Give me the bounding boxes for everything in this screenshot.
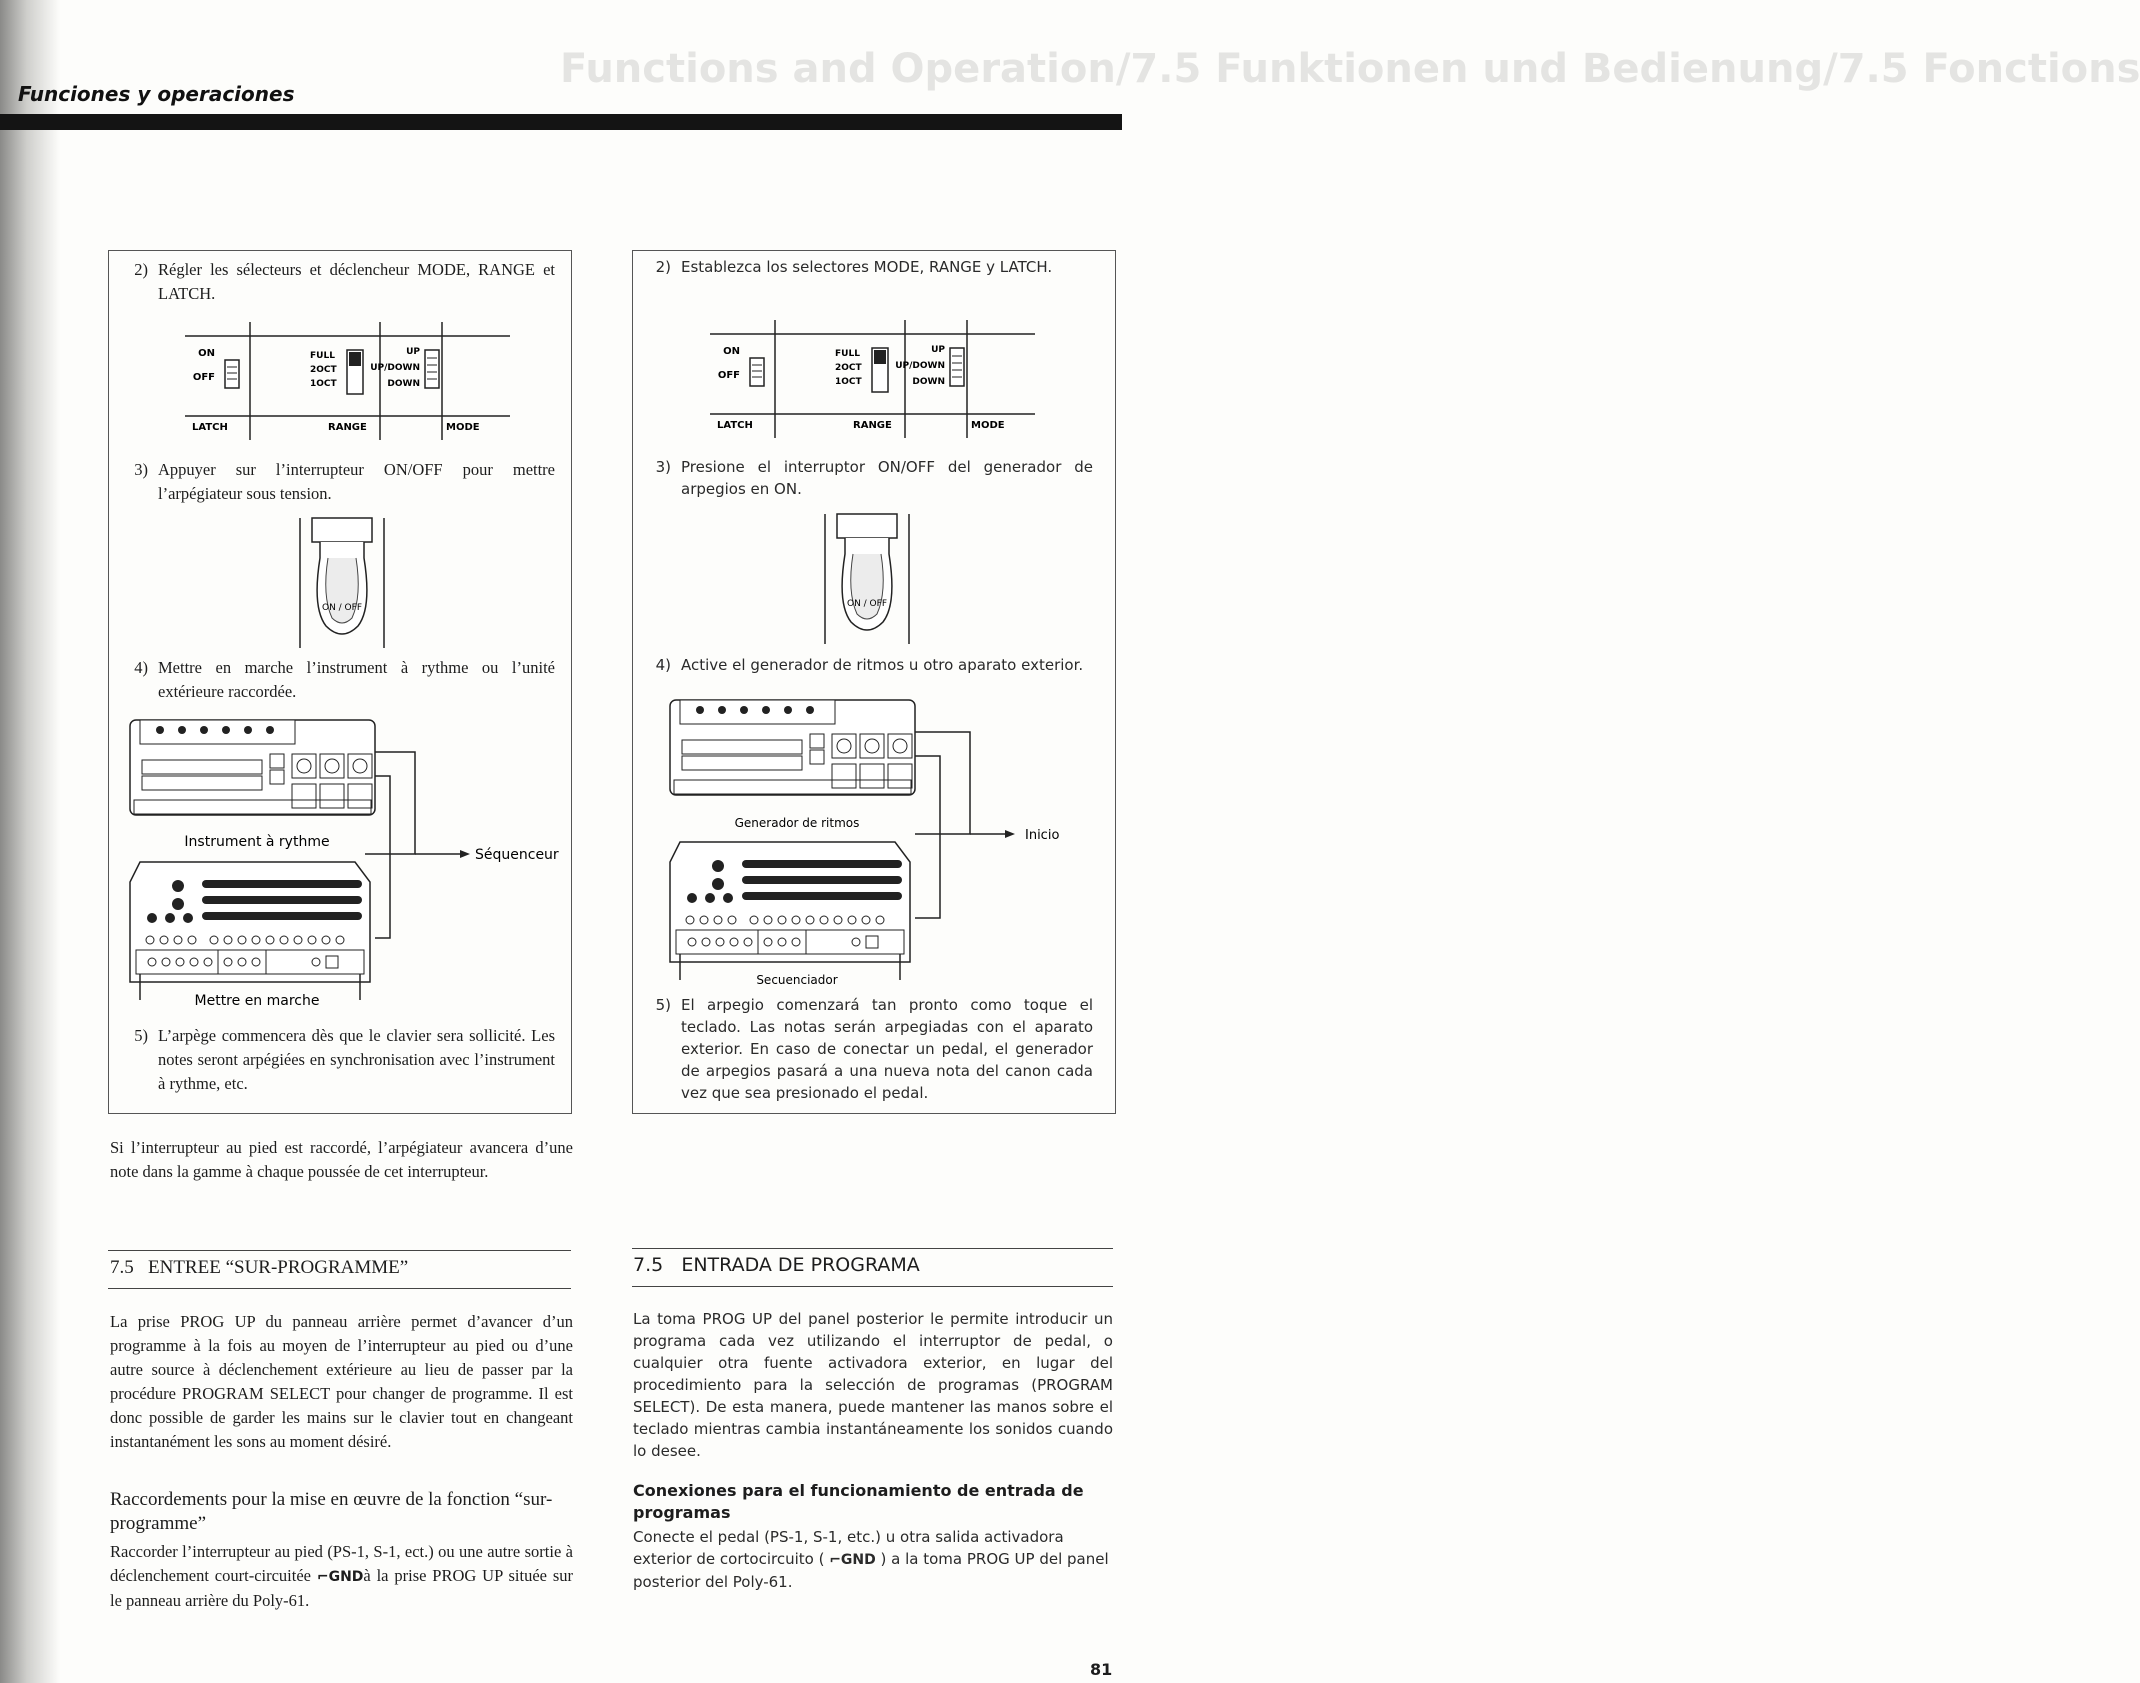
conn-text-before: Raccorder l’interrupteur au pied (PS-1, S-1, ect.) ou une autre sortie à déclenchement court-circuitée <box>110 1542 573 1585</box>
latch-label: LATCH <box>192 422 228 433</box>
off-label: OFF <box>192 372 215 383</box>
right-switch-panel-diagram <box>705 320 1040 436</box>
step-text: El arpegio comenzará tan pronto como toque el teclado. Las notas serán arpegiadas con el aparato exterior. En caso de conectar un pedal, el generador de arpegios pasará a una nueva nota del canon cada vez que sea presionado el pedal. <box>681 996 1093 1102</box>
gnd-symbol: ⌐GND <box>829 1552 876 1568</box>
right-connection-text <box>633 1526 1113 1593</box>
left-section-title <box>110 1256 408 1280</box>
step-number: 4) <box>134 658 148 677</box>
off-label: OFF <box>717 370 740 381</box>
left-onoff-switch-diagram <box>290 510 400 650</box>
header-bar <box>0 114 1122 130</box>
step-number: 3) <box>655 458 671 476</box>
rhythm-generator-label: Generador de ritmos <box>734 816 860 830</box>
full-label: FULL <box>310 351 335 361</box>
page-number: 81 <box>1090 1660 1113 1679</box>
on-label: ON <box>723 346 740 357</box>
right-step-2 <box>633 256 1093 278</box>
sequencer-label: Séquenceur <box>475 847 559 863</box>
step-text: Presione el interruptor ON/OFF del generador de arpegios en ON. <box>681 458 1093 498</box>
right-connection-diagram <box>665 696 1110 996</box>
section-name: ENTRADA DE PROGRAMA <box>681 1254 920 1276</box>
range-label: RANGE <box>853 420 892 431</box>
bleed-through-title: Functions and Operation/7.5 Funktionen und Bedienung/7.5 Fonctions <box>560 46 2140 92</box>
section-number: 7.5 <box>633 1254 664 1276</box>
left-step-5 <box>110 1024 555 1096</box>
step-number: 3) <box>134 460 148 479</box>
right-section-body: La toma PROG UP del panel posterior le permite introducir un programa cada vez utilizando el interruptor de pedal, o cualquier otra fuente activadora exterior, en lugar del procedimiento para la selección de programas (PROGRAM SELECT). De esta manera, puede mantener las manos sobre el teclado mientras cambia instantáneamente los sonidos cuando lo desee. <box>633 1310 1113 1460</box>
left-section-rule-top <box>108 1250 571 1251</box>
step-number: 2) <box>655 258 671 276</box>
left-subtitle: Raccordements pour la mise en œuvre de la fonction “sur-programme” <box>110 1489 553 1534</box>
left-step-4 <box>110 656 555 704</box>
gnd-label: GND <box>328 1569 364 1585</box>
right-section-rule-bottom <box>632 1286 1113 1287</box>
page-binding-shadow <box>0 0 60 1683</box>
up-label: UP <box>406 347 420 357</box>
step-number: 5) <box>134 1026 148 1045</box>
updown-label: UP/DOWN <box>370 363 420 373</box>
latch-label: LATCH <box>717 420 753 431</box>
right-step-5 <box>633 994 1093 1104</box>
1oct-label: 1OCT <box>835 377 862 387</box>
step-text: Mettre en marche l’instrument à rythme ou l’unité extérieure raccordée. <box>158 658 555 701</box>
2oct-label: 2OCT <box>835 363 862 373</box>
start-label: Mettre en marche <box>194 993 320 1009</box>
full-label: FULL <box>835 349 860 359</box>
left-footswitch-note: Si l’interrupteur au pied est raccordé, l’arpégiateur avancera d’une note dans la gamme à chaque poussée de cet interrupteur. <box>110 1138 573 1181</box>
start-label: Inicio <box>1025 828 1060 843</box>
right-step-3 <box>633 456 1093 500</box>
section-number: 7.5 <box>110 1257 134 1278</box>
right-section-rule-top <box>632 1248 1113 1249</box>
right-subtitle: Conexiones para el funcionamiento de entrada de programas <box>633 1481 1084 1522</box>
range-label: RANGE <box>328 422 367 433</box>
conn-text-after: à la prise PROG UP située sur le panneau arrière du Poly-61. <box>110 1566 573 1610</box>
step-number: 4) <box>655 656 671 674</box>
step-text: Appuyer sur l’interrupteur ON/OFF pour mettre l’arpégiateur sous tension. <box>158 460 555 503</box>
left-connection-text <box>110 1540 573 1613</box>
rhythm-instrument-label: Instrument à rythme <box>184 834 330 850</box>
left-section-body: La prise PROG UP du panneau arrière permet d’avancer d’un programme à la fois au moyen de l’interrupteur au pied ou d’une autre source à déclenchement extérieure au lieu de passer par la procédure PROGRAM SELECT pour changer de programme. Il est donc possible de garder les mains sur le clavier tout en changeant instantanément les sons au moment désiré. <box>110 1312 573 1451</box>
left-step-2 <box>110 258 555 306</box>
right-step-4 <box>633 654 1093 676</box>
onoff-label: ON / OFF <box>321 603 363 613</box>
2oct-label: 2OCT <box>310 365 337 375</box>
gnd-symbol: ⌐GND <box>316 1569 364 1585</box>
left-step-3 <box>110 458 555 506</box>
down-label: DOWN <box>912 377 945 387</box>
down-label: DOWN <box>387 379 420 389</box>
section-name: ENTREE “SUR-PROGRAMME” <box>148 1257 409 1278</box>
sequencer-label: Secuenciador <box>756 973 838 987</box>
left-connection-diagram <box>125 716 570 1016</box>
1oct-label: 1OCT <box>310 379 337 389</box>
right-section-title <box>633 1254 920 1276</box>
gnd-label: GND <box>840 1552 876 1568</box>
step-text: L’arpège commencera dès que le clavier sera sollicité. Les notes seront arpégiées en synchronisation avec l’instrument à rythme, etc. <box>158 1026 555 1093</box>
step-number: 2) <box>134 260 148 279</box>
onoff-label: ON / OFF <box>846 599 888 609</box>
up-label: UP <box>931 345 945 355</box>
mode-label: MODE <box>446 422 480 433</box>
left-section-rule-bottom <box>108 1288 571 1289</box>
step-text: Active el generador de ritmos u otro aparato exterior. <box>681 656 1084 674</box>
right-onoff-switch-diagram <box>815 506 925 646</box>
mode-label: MODE <box>971 420 1005 431</box>
updown-label: UP/DOWN <box>895 361 945 371</box>
step-number: 5) <box>655 996 671 1014</box>
step-text: Régler les sélecteurs et déclencheur MODE, RANGE et LATCH. <box>158 260 555 303</box>
on-label: ON <box>198 348 215 359</box>
section-header: Funciones y operaciones <box>18 82 295 106</box>
conn-text-after: ) a la toma PROG UP del panel posterior del Poly-61. <box>633 1550 1109 1591</box>
step-text: Establezca los selectores MODE, RANGE y LATCH. <box>681 258 1053 276</box>
conn-text-before: Conecte el pedal (PS-1, S-1, etc.) u otra salida activadora exterior de cortocircuito ( <box>633 1528 1064 1568</box>
left-switch-panel-diagram <box>180 322 515 438</box>
